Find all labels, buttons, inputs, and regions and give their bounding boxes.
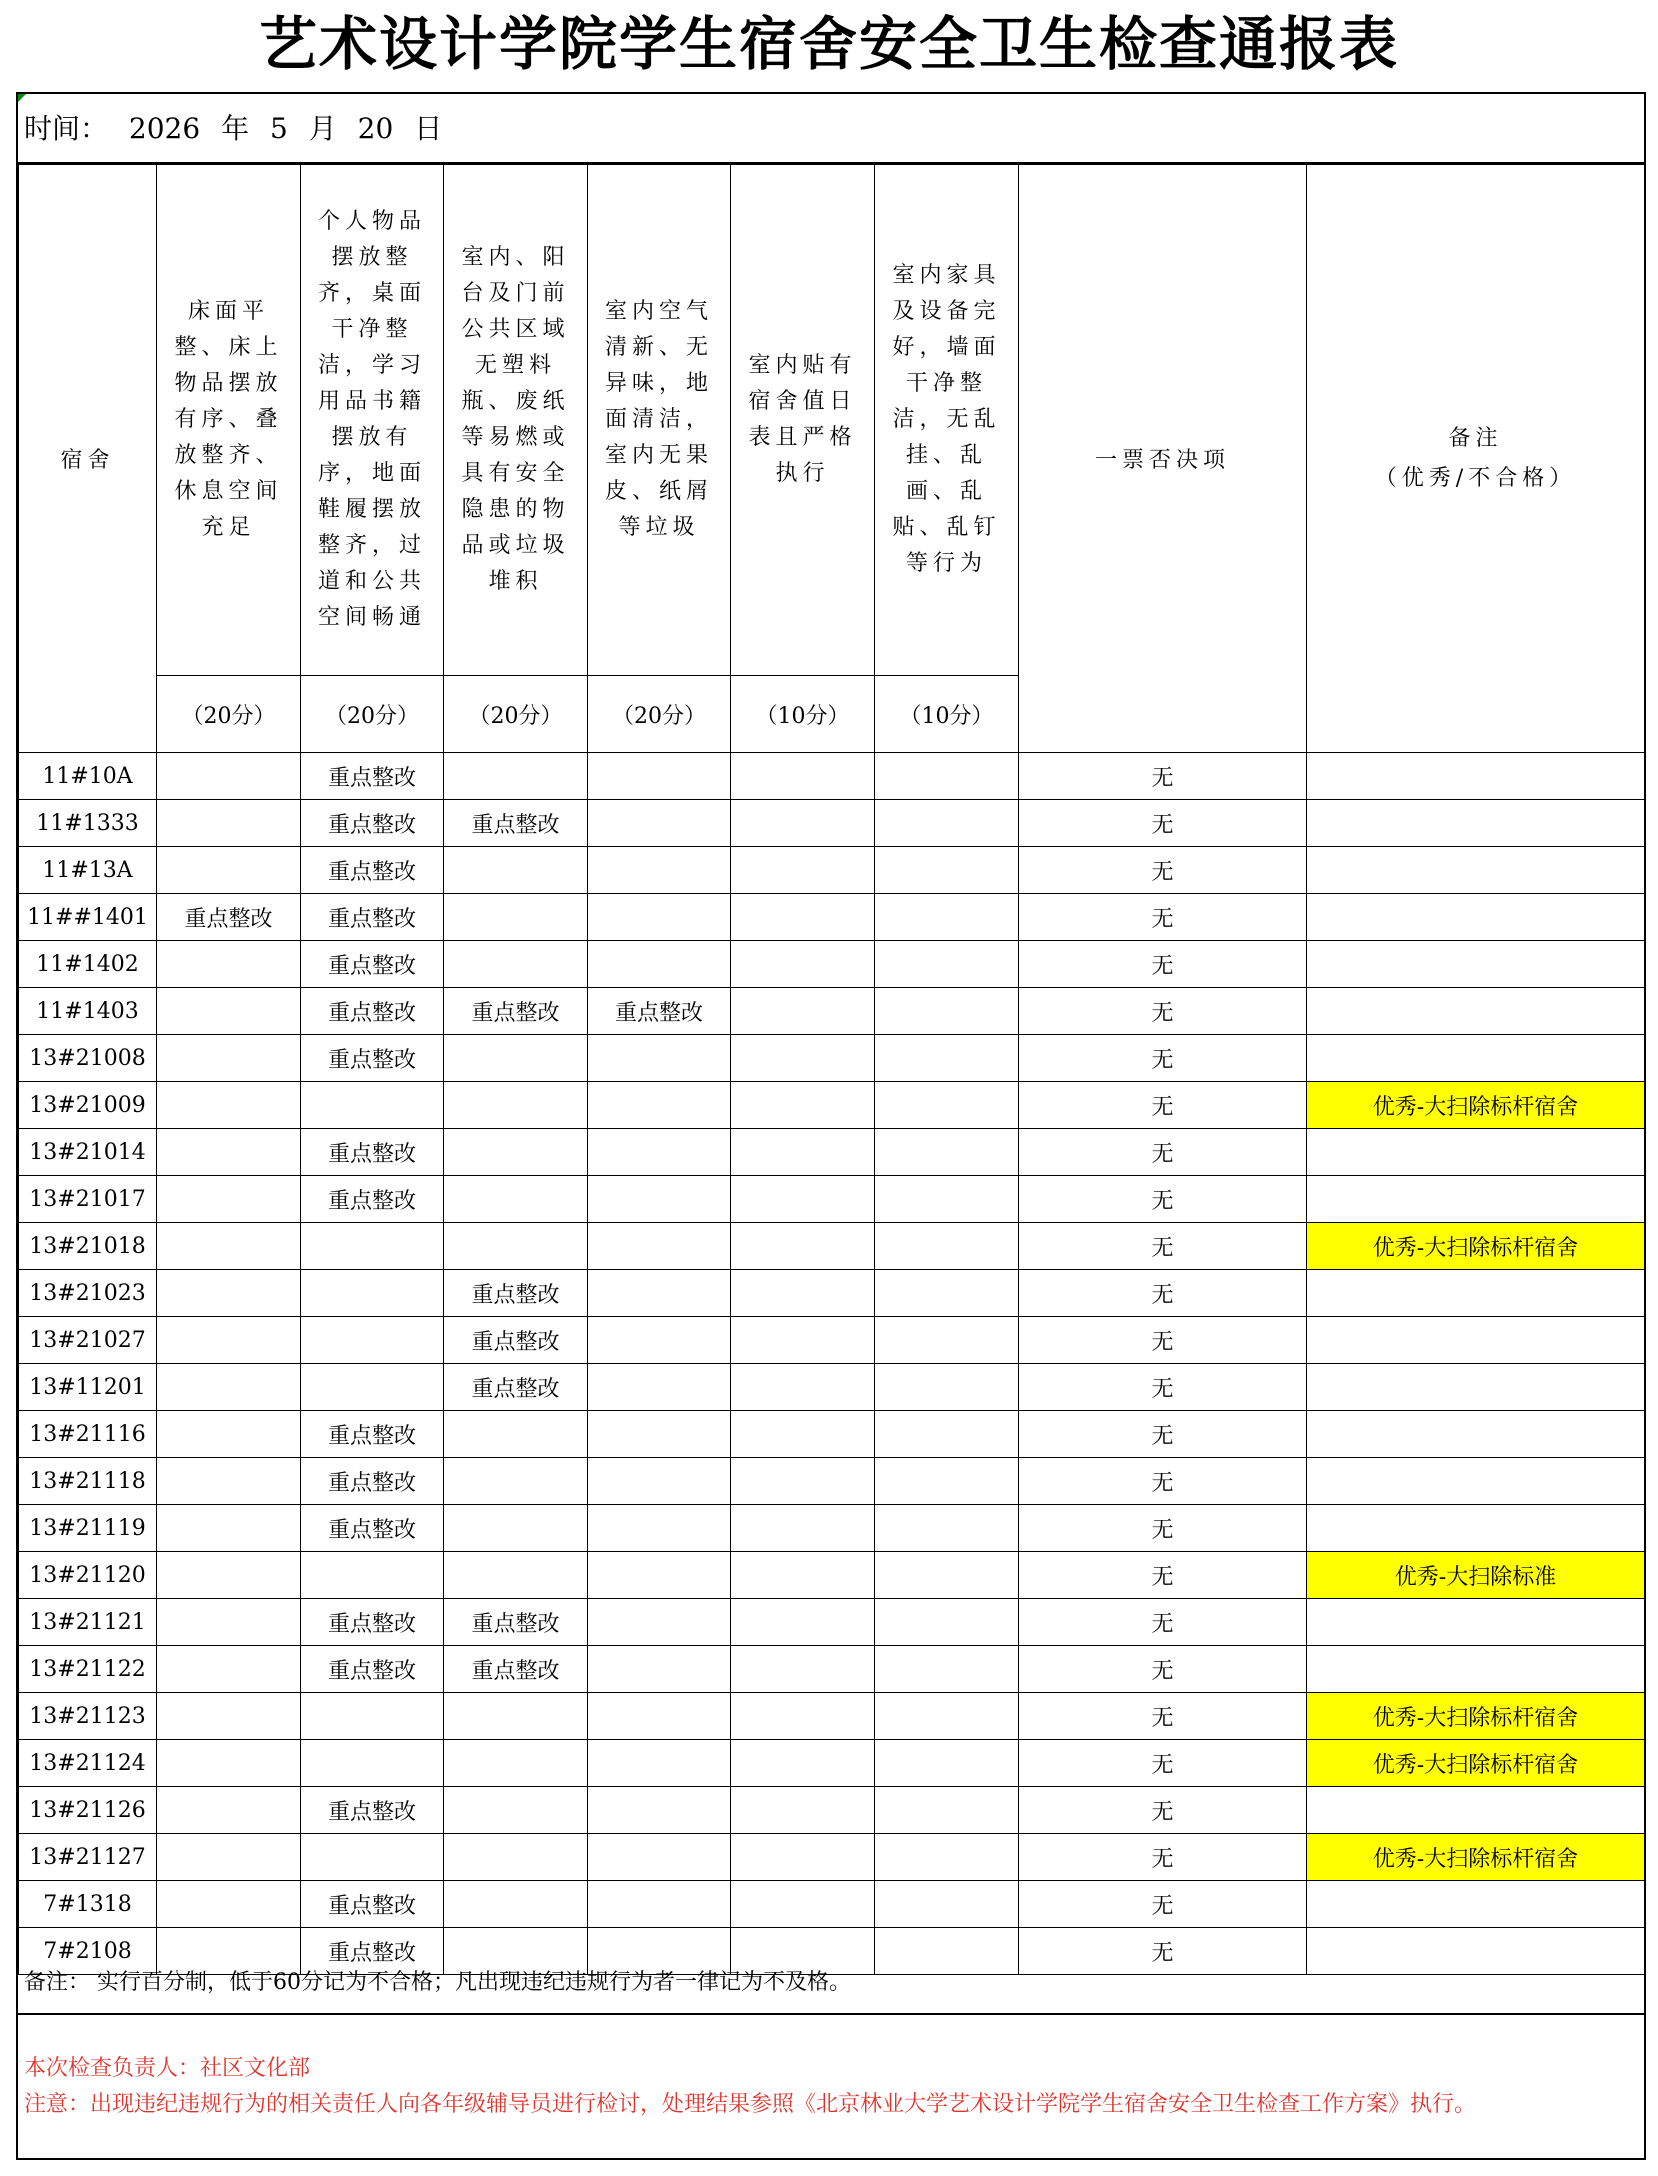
fire-safety-cell: 重点整改 (444, 1270, 588, 1317)
table-row (19, 800, 1645, 847)
duty-roster-cell (731, 988, 875, 1035)
table-row (19, 1129, 1645, 1176)
veto-cell: 无 (1019, 1082, 1307, 1129)
bed-cell (157, 1646, 301, 1693)
air-cleanliness-cell (588, 1458, 731, 1505)
fire-safety-cell (444, 1834, 588, 1881)
air-cleanliness-cell (588, 941, 731, 988)
belongings-cell: 重点整改 (301, 1458, 444, 1505)
fire-safety-cell (444, 941, 588, 988)
table-row (19, 847, 1645, 894)
header-row (19, 165, 1645, 676)
furniture-cell (875, 1505, 1019, 1552)
air-cleanliness-cell (588, 1176, 731, 1223)
bed-cell: 重点整改 (157, 894, 301, 941)
bed-cell (157, 1458, 301, 1505)
dorm-cell: 7#2108 (19, 1928, 157, 1975)
score-air-cleanliness: （20分） (588, 676, 731, 753)
veto-cell: 无 (1019, 1411, 1307, 1458)
furniture-cell (875, 1035, 1019, 1082)
dorm-cell: 11#1333 (19, 800, 157, 847)
veto-cell: 无 (1019, 1129, 1307, 1176)
dorm-cell: 13#21127 (19, 1834, 157, 1881)
veto-cell: 无 (1019, 941, 1307, 988)
table-row (19, 1317, 1645, 1364)
fire-safety-cell: 重点整改 (444, 988, 588, 1035)
veto-cell: 无 (1019, 1787, 1307, 1834)
score-duty-roster: （10分） (731, 676, 875, 753)
duty-roster-cell (731, 1270, 875, 1317)
belongings-cell: 重点整改 (301, 1646, 444, 1693)
bed-cell (157, 1035, 301, 1082)
belongings-cell: 重点整改 (301, 1176, 444, 1223)
remark-cell (1307, 1317, 1645, 1364)
duty-roster-cell (731, 941, 875, 988)
remark-cell (1307, 800, 1645, 847)
veto-cell: 无 (1019, 1693, 1307, 1740)
duty-roster-cell (731, 1223, 875, 1270)
header-duty-roster: 室内贴有宿舍值日表且严格执行 (731, 165, 875, 676)
air-cleanliness-cell: 重点整改 (588, 988, 731, 1035)
attention-line: 注意：出现违纪违规行为的相关责任人向各年级辅导员进行检讨，处理结果参照《北京林业大学艺术设计学院学生宿舍安全卫生检查工作方案》执行。 (24, 2092, 1477, 2117)
score-furniture: （10分） (875, 676, 1019, 753)
fire-safety-cell (444, 1411, 588, 1458)
furniture-cell (875, 1458, 1019, 1505)
fire-safety-cell (444, 1881, 588, 1928)
remark-cell (1307, 1787, 1645, 1834)
fire-safety-cell (444, 847, 588, 894)
dorm-cell: 11#1402 (19, 941, 157, 988)
fire-safety-cell: 重点整改 (444, 1317, 588, 1364)
footer-notice (18, 2015, 1644, 2158)
duty-roster-cell (731, 1599, 875, 1646)
dorm-cell: 13#21119 (19, 1505, 157, 1552)
table-row (19, 1270, 1645, 1317)
table-row (19, 1082, 1645, 1129)
bed-cell (157, 1317, 301, 1364)
date-label: 时间： (24, 112, 109, 145)
belongings-cell: 重点整改 (301, 847, 444, 894)
air-cleanliness-cell (588, 847, 731, 894)
bed-cell (157, 1129, 301, 1176)
duty-roster-cell (731, 894, 875, 941)
duty-roster-cell (731, 1035, 875, 1082)
scoring-note: 备注： 实行百分制，低于60分记为不合格；凡出现违纪违规行为者一律记为不及格。 (18, 1951, 1644, 2015)
score-fire-safety: （20分） (444, 676, 588, 753)
furniture-cell (875, 1740, 1019, 1787)
furniture-cell (875, 800, 1019, 847)
fire-safety-cell: 重点整改 (444, 800, 588, 847)
table-row (19, 1411, 1645, 1458)
fire-safety-cell (444, 1223, 588, 1270)
header-remark (1307, 165, 1645, 753)
veto-cell: 无 (1019, 894, 1307, 941)
duty-roster-cell (731, 1693, 875, 1740)
air-cleanliness-cell (588, 1599, 731, 1646)
air-cleanliness-cell (588, 753, 731, 800)
belongings-cell: 重点整改 (301, 1881, 444, 1928)
belongings-cell: 重点整改 (301, 1505, 444, 1552)
dorm-cell: 13#21123 (19, 1693, 157, 1740)
belongings-cell (301, 1270, 444, 1317)
veto-cell: 无 (1019, 1223, 1307, 1270)
belongings-cell: 重点整改 (301, 941, 444, 988)
air-cleanliness-cell (588, 1693, 731, 1740)
veto-cell: 无 (1019, 1035, 1307, 1082)
fire-safety-cell (444, 753, 588, 800)
belongings-cell: 重点整改 (301, 800, 444, 847)
bed-cell (157, 1787, 301, 1834)
remark-cell (1307, 1364, 1645, 1411)
table-row (19, 1881, 1645, 1928)
belongings-cell (301, 1317, 444, 1364)
duty-roster-cell (731, 1082, 875, 1129)
fire-safety-cell (444, 894, 588, 941)
veto-cell: 无 (1019, 1270, 1307, 1317)
table-row (19, 1035, 1645, 1082)
dorm-cell: 13#21018 (19, 1223, 157, 1270)
remark-cell (1307, 1881, 1645, 1928)
duty-roster-cell (731, 1740, 875, 1787)
remark-cell (1307, 1411, 1645, 1458)
date-year-unit: 年 (221, 112, 250, 145)
belongings-cell (301, 1364, 444, 1411)
inspection-table (18, 164, 1645, 1975)
dorm-cell: 13#21118 (19, 1458, 157, 1505)
fire-safety-cell: 重点整改 (444, 1364, 588, 1411)
belongings-cell: 重点整改 (301, 1599, 444, 1646)
belongings-cell: 重点整改 (301, 988, 444, 1035)
air-cleanliness-cell (588, 1787, 731, 1834)
fire-safety-cell (444, 1082, 588, 1129)
furniture-cell (875, 847, 1019, 894)
remark-cell: 优秀-大扫除标杆宿舍 (1307, 1834, 1645, 1881)
belongings-cell (301, 1740, 444, 1787)
dorm-cell: 13#21120 (19, 1552, 157, 1599)
table-row (19, 1176, 1645, 1223)
remark-cell (1307, 847, 1645, 894)
remark-cell: 优秀-大扫除标准 (1307, 1552, 1645, 1599)
date-month-unit: 月 (308, 112, 337, 145)
remark-cell (1307, 1176, 1645, 1223)
dorm-cell: 11##1401 (19, 894, 157, 941)
veto-cell: 无 (1019, 1364, 1307, 1411)
table-row (19, 1740, 1645, 1787)
remark-cell (1307, 753, 1645, 800)
duty-roster-cell (731, 1834, 875, 1881)
bed-cell (157, 800, 301, 847)
table-row (19, 894, 1645, 941)
remark-cell: 优秀-大扫除标杆宿舍 (1307, 1082, 1645, 1129)
dorm-cell: 13#11201 (19, 1364, 157, 1411)
air-cleanliness-cell (588, 1552, 731, 1599)
dorm-cell: 13#21122 (19, 1646, 157, 1693)
veto-cell: 无 (1019, 800, 1307, 847)
remark-cell (1307, 988, 1645, 1035)
bed-cell (157, 1693, 301, 1740)
duty-roster-cell (731, 1458, 875, 1505)
bed-cell (157, 1176, 301, 1223)
furniture-cell (875, 1834, 1019, 1881)
dorm-cell: 13#21121 (19, 1599, 157, 1646)
belongings-cell: 重点整改 (301, 753, 444, 800)
fire-safety-cell (444, 1740, 588, 1787)
date-day: 20 (357, 112, 394, 145)
remark-cell: 优秀-大扫除标杆宿舍 (1307, 1693, 1645, 1740)
fire-safety-cell (444, 1693, 588, 1740)
dorm-cell: 11#13A (19, 847, 157, 894)
report-sheet (16, 92, 1646, 2160)
belongings-cell: 重点整改 (301, 1787, 444, 1834)
duty-roster-cell (731, 1411, 875, 1458)
dorm-cell: 13#21009 (19, 1082, 157, 1129)
furniture-cell (875, 988, 1019, 1035)
veto-cell: 无 (1019, 1928, 1307, 1975)
remark-cell (1307, 1599, 1645, 1646)
furniture-cell (875, 1787, 1019, 1834)
belongings-cell (301, 1693, 444, 1740)
remark-cell (1307, 1270, 1645, 1317)
bed-cell (157, 753, 301, 800)
date-month: 5 (270, 112, 288, 145)
bed-cell (157, 1740, 301, 1787)
belongings-cell: 重点整改 (301, 1129, 444, 1176)
table-row (19, 1364, 1645, 1411)
air-cleanliness-cell (588, 1740, 731, 1787)
duty-roster-cell (731, 1881, 875, 1928)
furniture-cell (875, 1552, 1019, 1599)
table-row (19, 988, 1645, 1035)
bed-cell (157, 1364, 301, 1411)
duty-roster-cell (731, 1646, 875, 1693)
dorm-cell: 11#1403 (19, 988, 157, 1035)
fire-safety-cell (444, 1505, 588, 1552)
air-cleanliness-cell (588, 1411, 731, 1458)
furniture-cell (875, 1270, 1019, 1317)
fire-safety-cell: 重点整改 (444, 1599, 588, 1646)
date-day-unit: 日 (414, 112, 443, 145)
duty-roster-cell (731, 1364, 875, 1411)
header-fire-safety: 室内、阳台及门前公共区域无塑料瓶、废纸等易燃或具有安全隐患的物品或垃圾堆积 (444, 165, 588, 676)
dorm-cell: 7#1318 (19, 1881, 157, 1928)
air-cleanliness-cell (588, 1129, 731, 1176)
bed-cell (157, 1881, 301, 1928)
bed-cell (157, 941, 301, 988)
veto-cell: 无 (1019, 1552, 1307, 1599)
score-bed: （20分） (157, 676, 301, 753)
furniture-cell (875, 1881, 1019, 1928)
table-row (19, 1646, 1645, 1693)
remark-cell (1307, 1458, 1645, 1505)
veto-cell: 无 (1019, 1740, 1307, 1787)
remark-cell: 优秀-大扫除标杆宿舍 (1307, 1223, 1645, 1270)
duty-roster-cell (731, 1317, 875, 1364)
furniture-cell (875, 894, 1019, 941)
furniture-cell (875, 1223, 1019, 1270)
remark-cell: 优秀-大扫除标杆宿舍 (1307, 1740, 1645, 1787)
fire-safety-cell (444, 1458, 588, 1505)
air-cleanliness-cell (588, 1270, 731, 1317)
air-cleanliness-cell (588, 1364, 731, 1411)
air-cleanliness-cell (588, 800, 731, 847)
dorm-cell: 13#21023 (19, 1270, 157, 1317)
furniture-cell (875, 1411, 1019, 1458)
belongings-cell (301, 1552, 444, 1599)
veto-cell: 无 (1019, 753, 1307, 800)
veto-cell: 无 (1019, 1176, 1307, 1223)
table-row (19, 1599, 1645, 1646)
header-air-cleanliness: 室内空气清新、无异味，地面清洁，室内无果皮、纸屑等垃圾 (588, 165, 731, 676)
bed-cell (157, 988, 301, 1035)
bed-cell (157, 1599, 301, 1646)
duty-roster-cell (731, 1176, 875, 1223)
bed-cell (157, 1552, 301, 1599)
fire-safety-cell (444, 1129, 588, 1176)
air-cleanliness-cell (588, 1881, 731, 1928)
header-furniture: 室内家具及设备完好，墙面干净整洁，无乱挂、乱画、乱贴、乱钉等行为 (875, 165, 1019, 676)
belongings-cell (301, 1082, 444, 1129)
fire-safety-cell (444, 1176, 588, 1223)
belongings-cell: 重点整改 (301, 1411, 444, 1458)
remark-cell (1307, 1035, 1645, 1082)
header-bed: 床面平整、床上物品摆放有序、叠放整齐、休息空间充足 (157, 165, 301, 676)
table-row (19, 753, 1645, 800)
air-cleanliness-cell (588, 894, 731, 941)
veto-cell: 无 (1019, 1458, 1307, 1505)
bed-cell (157, 1082, 301, 1129)
bed-cell (157, 1223, 301, 1270)
veto-cell: 无 (1019, 1317, 1307, 1364)
veto-cell: 无 (1019, 1505, 1307, 1552)
bed-cell (157, 847, 301, 894)
dorm-cell: 13#21008 (19, 1035, 157, 1082)
veto-cell: 无 (1019, 847, 1307, 894)
header-remark-label: 备注 (1448, 425, 1503, 451)
air-cleanliness-cell (588, 1223, 731, 1270)
air-cleanliness-cell (588, 1082, 731, 1129)
score-belongings: （20分） (301, 676, 444, 753)
duty-roster-cell (731, 847, 875, 894)
duty-roster-cell (731, 1505, 875, 1552)
furniture-cell (875, 1176, 1019, 1223)
furniture-cell (875, 1364, 1019, 1411)
table-row (19, 1505, 1645, 1552)
dorm-cell: 11#10A (19, 753, 157, 800)
remark-cell (1307, 941, 1645, 988)
header-veto: 一票否决项 (1019, 165, 1307, 753)
duty-roster-cell (731, 753, 875, 800)
header-remark-sub: （优秀/不合格） (1374, 465, 1577, 491)
dorm-cell: 13#21027 (19, 1317, 157, 1364)
table-row (19, 941, 1645, 988)
remark-cell (1307, 1129, 1645, 1176)
dorm-cell: 13#21017 (19, 1176, 157, 1223)
dorm-cell: 13#21014 (19, 1129, 157, 1176)
furniture-cell (875, 1082, 1019, 1129)
fire-safety-cell (444, 1035, 588, 1082)
dorm-cell: 13#21116 (19, 1411, 157, 1458)
air-cleanliness-cell (588, 1317, 731, 1364)
remark-cell (1307, 894, 1645, 941)
duty-roster-cell (731, 1552, 875, 1599)
header-belongings: 个人物品摆放整齐，桌面干净整洁，学习用品书籍摆放有序，地面鞋履摆放整齐，过道和公共空间畅通 (301, 165, 444, 676)
veto-cell: 无 (1019, 1881, 1307, 1928)
table-row (19, 1552, 1645, 1599)
air-cleanliness-cell (588, 1646, 731, 1693)
duty-roster-cell (731, 1787, 875, 1834)
table-row (19, 1787, 1645, 1834)
furniture-cell (875, 1129, 1019, 1176)
belongings-cell: 重点整改 (301, 1928, 444, 1975)
belongings-cell: 重点整改 (301, 1035, 444, 1082)
table-row (19, 1458, 1645, 1505)
bed-cell (157, 1411, 301, 1458)
date-row (18, 94, 1644, 164)
fire-safety-cell (444, 1787, 588, 1834)
inspector-line: 本次检查负责人：社区文化部 (24, 2056, 311, 2081)
bed-cell (157, 1505, 301, 1552)
furniture-cell (875, 1693, 1019, 1740)
veto-cell: 无 (1019, 1646, 1307, 1693)
belongings-cell: 重点整改 (301, 894, 444, 941)
table-row (19, 1834, 1645, 1881)
remark-cell (1307, 1646, 1645, 1693)
furniture-cell (875, 1599, 1019, 1646)
furniture-cell (875, 1646, 1019, 1693)
air-cleanliness-cell (588, 1834, 731, 1881)
air-cleanliness-cell (588, 1035, 731, 1082)
veto-cell: 无 (1019, 988, 1307, 1035)
dorm-cell: 13#21124 (19, 1740, 157, 1787)
veto-cell: 无 (1019, 1834, 1307, 1881)
table-row (19, 1693, 1645, 1740)
bed-cell (157, 1270, 301, 1317)
dorm-cell: 13#21126 (19, 1787, 157, 1834)
duty-roster-cell (731, 1129, 875, 1176)
belongings-cell (301, 1223, 444, 1270)
fire-safety-cell (444, 1552, 588, 1599)
furniture-cell (875, 1317, 1019, 1364)
furniture-cell (875, 941, 1019, 988)
fire-safety-cell: 重点整改 (444, 1646, 588, 1693)
duty-roster-cell (731, 800, 875, 847)
remark-cell (1307, 1505, 1645, 1552)
table-row (19, 1223, 1645, 1270)
air-cleanliness-cell (588, 1505, 731, 1552)
header-dorm: 宿舍 (19, 165, 157, 753)
date-year: 2026 (128, 112, 201, 145)
bed-cell (157, 1834, 301, 1881)
veto-cell: 无 (1019, 1599, 1307, 1646)
furniture-cell (875, 753, 1019, 800)
belongings-cell (301, 1834, 444, 1881)
page-title: 艺术设计学院学生宿舍安全卫生检查通报表 (258, 10, 1399, 78)
